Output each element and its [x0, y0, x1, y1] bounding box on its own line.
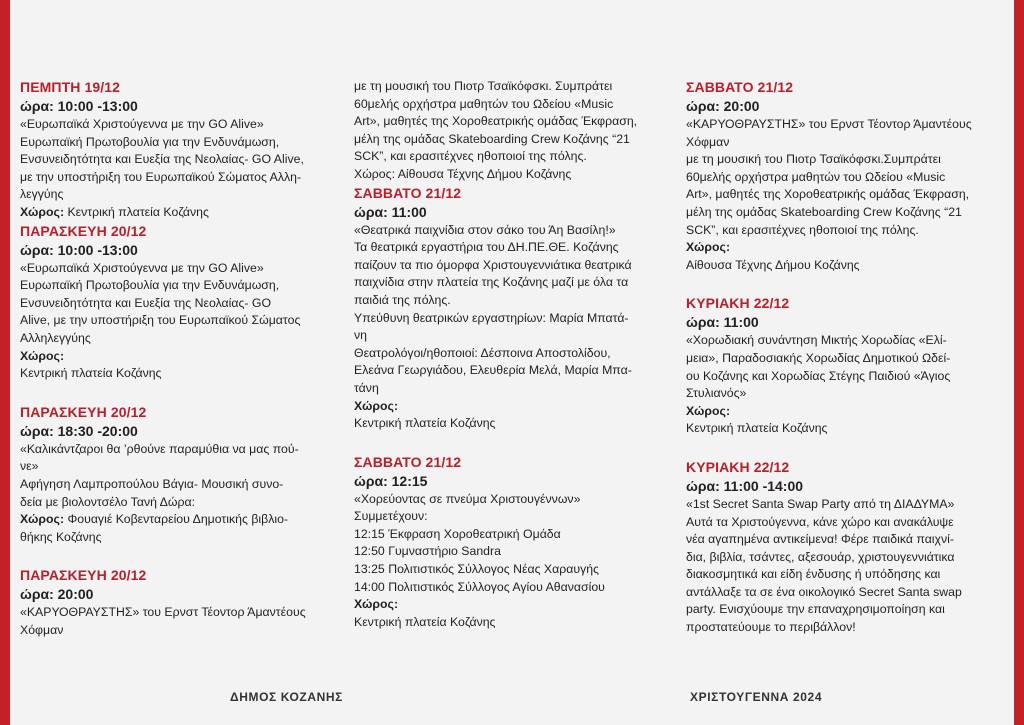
line-text: παίζουν τα πιο όμορφα Χριστουγεννιάτικα θεατρικά: [354, 257, 632, 272]
event-text-line: [686, 332, 1004, 350]
event-text-line: [354, 415, 672, 433]
left-red-border: [0, 0, 10, 725]
event-text-line: [20, 151, 338, 169]
event-text-line: [354, 491, 672, 509]
event-time: ώρα: 11:00: [686, 314, 759, 331]
event-time: ώρα: 11:00: [354, 203, 427, 220]
line-text: SCK”, και ερασιτέχνες ηθοποιοί της πόλης.: [686, 222, 919, 237]
line-text: «Θεατρικά παιχνίδια στον σάκο του Άη Βασίλη!»: [354, 222, 616, 237]
event-text-line: [686, 549, 1004, 567]
event-text-line: [686, 257, 1004, 275]
event-time: ώρα: 10:00 -13:00: [20, 241, 138, 258]
line-text: 12:15 Έκφραση Χοροθεατρική Ομάδα: [354, 526, 561, 541]
line-text: με τη μουσική του Πιοτρ Τσαϊκόφσκι. Συμπράτει: [354, 79, 613, 93]
event-text-line: [20, 330, 338, 348]
line-text: 12:50 Γυμναστήριο Sandra: [354, 544, 501, 559]
event-text-line: [354, 78, 672, 96]
event-text-line: [686, 619, 1004, 637]
line-text: Κεντρική πλατεία Κοζάνης: [20, 366, 162, 381]
line-text: δεία με βιολοντσέλο Τανή Δώρα:: [20, 494, 196, 509]
event-text-line: [20, 365, 338, 383]
event-text-line: [20, 348, 338, 366]
line-text: «Ευρωπαϊκά Χριστούγεννα με την GO Alive»: [20, 117, 264, 131]
event-entry: [686, 294, 1004, 438]
line-text: Ενσυνειδητότητα και Ευεξία της Νεολαίας- GO: [20, 295, 272, 310]
line-text: διακοσμητικά και είδη ένδυσης ή υπόδησης και: [686, 567, 941, 582]
event-day-heading: ΚΥΡΙΑΚΗ 22/12: [686, 295, 790, 312]
line-text: «Ευρωπαϊκά Χριστούγεννα με την GO Alive»: [20, 260, 264, 275]
line-text: «Χορωδιακή συνάντηση Μικτής Χορωδίας «Ελί-: [686, 333, 947, 348]
event-text-line: [354, 362, 672, 380]
event-day-heading: ΚΥΡΙΑΚΗ 22/12: [686, 458, 790, 475]
event-day-heading: ΣΑΒΒΑΤΟ 21/12: [354, 184, 462, 201]
event-text-line: [20, 494, 338, 512]
line-text: Αλληλεγγύης: [20, 330, 91, 345]
event-text-line: [354, 148, 672, 166]
footer-event-title: ΧΡΙΣΤΟΥΓΕΝΝΑ 2024: [690, 690, 823, 704]
line-text: Alive, με την υποστήριξη του Ευρωπαϊκού Σώματος: [20, 313, 301, 328]
event-entry: [354, 184, 672, 433]
event-text-line: [354, 596, 672, 614]
event-text-line: [354, 113, 672, 131]
line-text: SCK”, και ερασιτέχνες ηθοποιοί της πόλης.: [354, 149, 587, 164]
line-text: 60μελής ορχήστρα μαθητών του Ωδείου «Music: [354, 96, 614, 111]
line-text: Θεατρολόγοι/ηθοποιοί: Δέσποινα Αποστολίδου,: [354, 345, 611, 360]
venue-label: Χώρος:: [20, 348, 65, 363]
event-text-line: [20, 312, 338, 330]
event-text-line: [354, 398, 672, 416]
event-time: ώρα: 20:00: [686, 98, 760, 114]
event-text-line: [20, 116, 338, 134]
event-text-line: [354, 345, 672, 363]
event-text-line: [20, 529, 338, 547]
line-text: νε»: [20, 459, 39, 474]
event-text-line: [686, 385, 1004, 403]
right-red-border: [1014, 0, 1024, 725]
event-time: ώρα: 12:15: [354, 472, 428, 489]
line-text: ου Κοζάνης και Χορωδίας Στέγης Παιδιού «Άγιος: [686, 368, 951, 383]
venue-name: Φουαγιέ Κοβενταρείου Δημοτικής βιβλιο-: [67, 512, 289, 527]
event-text-line: [354, 526, 672, 544]
event-text-line: [20, 441, 338, 459]
event-text-line: [686, 531, 1004, 549]
event-text-line: [686, 116, 1004, 134]
event-text-line: [686, 403, 1004, 421]
event-text-line: [20, 134, 338, 152]
event-time: ώρα: 18:30 -20:00: [20, 422, 138, 439]
line-text: Art», μαθητές της Χοροθεατρικής ομάδας Έκφραση,: [686, 187, 970, 202]
event-day-heading: ΠΑΡΑΣΚΕΥΗ 20/12: [20, 403, 147, 420]
event-day-heading: ΣΑΒΒΑΤΟ 21/12: [686, 79, 794, 95]
event-text-line: [20, 604, 338, 622]
line-text: Κεντρική πλατεία Κοζάνης: [354, 416, 496, 431]
event-text-line: [686, 204, 1004, 222]
event-text-line: [354, 96, 672, 114]
event-time: ώρα: 10:00 -13:00: [20, 98, 138, 114]
event-time: ώρα: 20:00: [20, 586, 94, 603]
event-text-line: [354, 292, 672, 310]
event-text-line: [686, 496, 1004, 514]
event-text-line: [686, 584, 1004, 602]
event-text-line: [686, 134, 1004, 152]
event-text-line: [20, 204, 338, 222]
event-text-line: [354, 257, 672, 275]
event-text-line: [686, 601, 1004, 619]
event-text-line: [686, 169, 1004, 187]
column-2: [354, 78, 672, 631]
line-text: Στυλιανός»: [686, 386, 747, 401]
venue-label: Χώρος:: [354, 398, 399, 413]
line-text: λεγγύης: [20, 187, 64, 202]
event-text-line: [354, 327, 672, 345]
event-text-line: [20, 511, 338, 529]
event-entry: [686, 458, 1004, 637]
venue-label: Χώρος:: [686, 403, 731, 418]
line-text: μεια», Παραδοσιακής Χορωδίας Δημοτικού Ωδεί-: [686, 350, 951, 365]
event-entry: [20, 403, 338, 547]
line-text: Αφήγηση Λαμπροπούλου Βάγια- Μουσική συνο-: [20, 476, 284, 491]
line-text: 13:25 Πολιτιστικός Σύλλογος Νέας Χαραυγής: [354, 562, 599, 577]
line-text: Χόφμαν: [686, 134, 730, 149]
column-1: [20, 78, 338, 639]
line-text: μέλη της ομάδας Skateboarding Crew Κοζάνης “21: [686, 204, 962, 219]
event-text-line: [354, 561, 672, 579]
line-text: Ενσυνειδητότητα και Ευεξία της Νεολαίας- GO Alive,: [20, 152, 304, 167]
event-text-line: [20, 476, 338, 494]
line-text: «1st Secret Santa Swap Party από τη ΔΙΑΔΥΜΑ»: [686, 496, 955, 511]
line-text: προστατεύουμε το περιβάλλον!: [686, 620, 856, 635]
line-text: Χόφμαν: [20, 622, 64, 637]
event-text-line: [354, 274, 672, 292]
line-text: Κεντρική πλατεία Κοζάνης: [354, 614, 496, 629]
event-text-line: [20, 169, 338, 187]
event-text-line: [354, 543, 672, 561]
event-text-line: [354, 579, 672, 597]
event-entry: [354, 78, 672, 184]
venue-label: Χώρος:: [20, 204, 68, 219]
line-text: τάνη: [354, 380, 379, 395]
line-text: party. Ενισχύουμε την επαναχρησιμοποίηση και: [686, 602, 945, 617]
event-text-line: [354, 508, 672, 526]
event-text-line: [686, 514, 1004, 532]
line-text: Art», μαθητές της Χοροθεατρικής ομάδας Έκφραση,: [354, 114, 638, 129]
line-text: παιχνίδια στην πλατεία της Κοζάνης μαζί με όλα τα: [354, 275, 629, 290]
event-text-line: [686, 239, 1004, 257]
line-text: Υπεύθυνη θεατρικών εργαστηρίων: Μαρία Μπατά-: [354, 310, 629, 325]
line-text: 60μελής ορχήστρα μαθητών του Ωδείου «Music: [686, 169, 946, 184]
event-text-line: [354, 222, 672, 240]
line-text: θήκης Κοζάνης: [20, 529, 102, 544]
event-entry: [354, 453, 672, 632]
event-text-line: [686, 350, 1004, 368]
event-text-line: [20, 622, 338, 640]
event-entry: [20, 222, 338, 383]
event-text-line: [20, 186, 338, 204]
line-text: «ΚΑΡΥΟΘΡΑΥΣΤΗΣ» του Ερνστ Τέοντορ Άμαντέους: [20, 605, 306, 620]
line-text: με τη μουσική του Πιοτρ Τσαϊκόφσκι.Συμπράτει: [686, 152, 941, 167]
event-text-line: [354, 310, 672, 328]
venue-label: Χώρος:: [20, 512, 68, 527]
line-text: Κεντρική πλατεία Κοζάνης: [686, 421, 828, 436]
line-text: παιδιά της πόλης.: [354, 292, 451, 307]
venue-name: Κεντρική πλατεία Κοζάνης: [67, 204, 209, 219]
line-text: δια, βιβλία, τσάντες, αξεσουάρ, χριστουγεννιάτικα: [686, 549, 955, 564]
event-text-line: [686, 151, 1004, 169]
event-day-heading: ΠΑΡΑΣΚΕΥΗ 20/12: [20, 222, 147, 239]
event-entry: [20, 78, 338, 222]
event-day-heading: ΠΑΡΑΣΚΕΥΗ 20/12: [20, 567, 147, 584]
line-text: με την υποστήριξη του Ευρωπαϊκού Σώματος Αλλη-: [20, 169, 302, 184]
event-text-line: [686, 186, 1004, 204]
line-text: Αίθουσα Τέχνης Δήμου Κοζάνης: [686, 257, 860, 272]
event-text-line: [20, 260, 338, 278]
column-3: [686, 78, 1004, 637]
line-text: Χώρος: Αίθουσα Τέχνης Δήμου Κοζάνης: [354, 166, 572, 181]
line-text: «Χορεύοντας σε πνεύμα Χριστουγέννων»: [354, 491, 581, 506]
event-text-line: [20, 277, 338, 295]
event-text-line: [354, 166, 672, 184]
venue-label: Χώρος:: [354, 597, 399, 612]
line-text: μέλη της ομάδας Skateboarding Crew Κοζάνης “21: [354, 131, 630, 146]
event-text-line: [686, 222, 1004, 240]
line-text: «ΚΑΡΥΟΘΡΑΥΣΤΗΣ» του Ερνστ Τέοντορ Άμαντέους: [686, 117, 972, 131]
line-text: Ελεάνα Γεωργιάδου, Ελευθερία Μελά, Μαρία Μπα-: [354, 363, 632, 378]
event-text-line: [686, 566, 1004, 584]
venue-label: Χώρος:: [686, 240, 731, 255]
event-text-line: [354, 614, 672, 632]
event-text-line: [354, 380, 672, 398]
event-day-heading: ΠΕΜΠΤΗ 19/12: [20, 79, 121, 95]
event-text-line: [354, 131, 672, 149]
event-time: ώρα: 11:00 -14:00: [686, 477, 804, 494]
line-text: Τα θεατρικά εργαστήρια του ΔΗ.ΠΕ.ΘΕ. Κοζάνης: [354, 240, 619, 255]
line-text: Ευρωπαϊκή Πρωτοβουλία για την Ενδυνάμωση,: [20, 134, 280, 149]
line-text: 14:00 Πολιτιστικός Σύλλογος Αγίου Αθανασίου: [354, 579, 605, 594]
line-text: νη: [354, 328, 367, 343]
line-text: Συμμετέχουν:: [354, 509, 428, 524]
line-text: νέα αγαπημένα αντικείμενα! Φέρε παιδικά παιχνί-: [686, 532, 954, 547]
event-day-heading: ΣΑΒΒΑΤΟ 21/12: [354, 453, 462, 470]
event-text-line: [686, 420, 1004, 438]
event-entry: [686, 78, 1004, 274]
line-text: «Καλικάντζαροι θα ’ρθούνε παραμύθια να μας πού-: [20, 441, 299, 456]
footer-municipality: ΔΗΜΟΣ ΚΟΖΑΝΗΣ: [230, 690, 343, 704]
line-text: Αυτά τα Χριστούγεννα, κάνε χώρο και ανακάλυψε: [686, 514, 954, 529]
line-text: Ευρωπαϊκή Πρωτοβουλία για την Ενδυνάμωση,: [20, 278, 280, 293]
event-text-line: [20, 295, 338, 313]
event-text-line: [686, 368, 1004, 386]
event-text-line: [20, 458, 338, 476]
event-text-line: [354, 239, 672, 257]
line-text: αντάλλαξε τα σε ένα οικολογικό Secret Santa swap: [686, 584, 962, 599]
event-entry: [20, 566, 338, 639]
